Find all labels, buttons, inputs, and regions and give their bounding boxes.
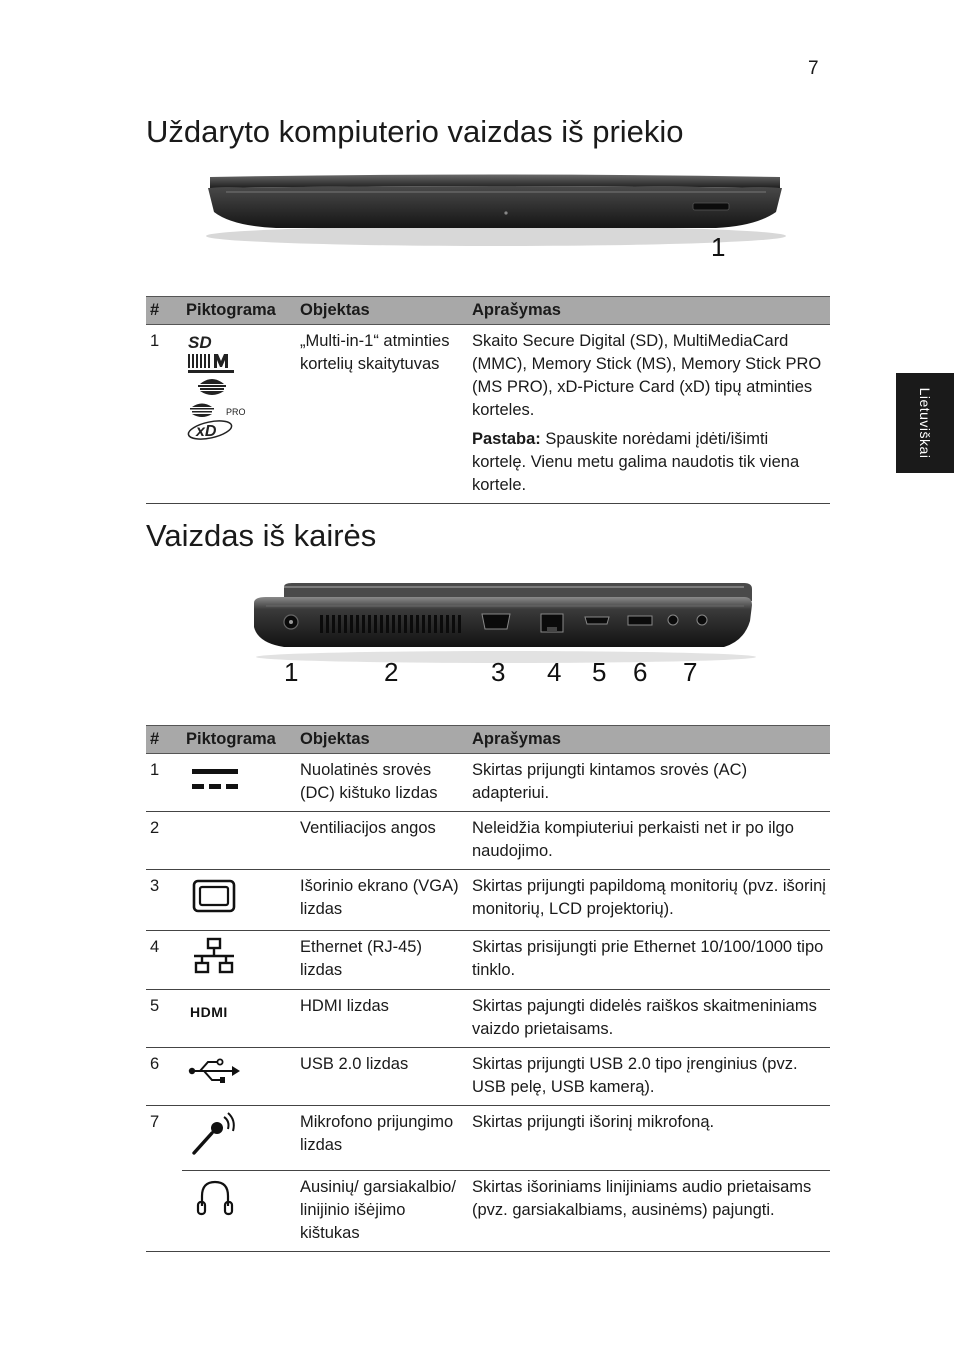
left-callout-6: 6: [633, 657, 648, 687]
row-icon-cell: [182, 812, 296, 870]
row-object: HDMI lizdas: [296, 990, 468, 1048]
row-num: 1: [146, 325, 182, 504]
header-description: Aprašymas: [468, 726, 830, 754]
row-description: Skaito Secure Digital (SD), MultiMediaCard (MMC), Memory Stick (MS), Memory Stick PRO (MS PRO), xD-Picture Card (xD) tipų atminties korteles.: [472, 332, 822, 419]
section-title-front: Uždaryto kompiuterio vaizdas iš priekio: [146, 114, 684, 149]
table-header-row: [146, 726, 830, 754]
ethernet-icon: [186, 936, 244, 976]
row-description: Skirtas prijungti išorinį mikrofoną.: [468, 1106, 830, 1171]
memory-card-logos-icon: [186, 330, 258, 440]
row-description: Neleidžia kompiuteriui perkaisti net ir po ilgo naudojimo.: [468, 812, 830, 870]
language-tab: [896, 373, 954, 473]
row-num: [146, 1171, 182, 1252]
table-row: [146, 812, 830, 870]
header-object: Objektas: [296, 297, 468, 325]
note-label: Pastaba:: [472, 430, 541, 448]
row-icon-cell: [182, 870, 296, 931]
row-description-cell: [468, 325, 830, 504]
table-row: [146, 325, 830, 504]
header-num: #: [146, 726, 182, 754]
svg-text:SD: SD: [188, 333, 212, 352]
row-object: USB 2.0 lizdas: [296, 1048, 468, 1106]
row-num: 4: [146, 931, 182, 990]
header-num: #: [146, 297, 182, 325]
header-icon: Piktograma: [182, 297, 296, 325]
row-object: Išorinio ekrano (VGA) lizdas: [296, 870, 468, 931]
row-object: Ethernet (RJ-45) lizdas: [296, 931, 468, 990]
row-num: 3: [146, 870, 182, 931]
table-row: [146, 990, 830, 1048]
left-callout-3: 3: [491, 657, 506, 687]
row-icon-cell: [182, 990, 296, 1048]
hdmi-icon: [186, 995, 248, 1025]
row-icon-cell: [182, 1106, 296, 1171]
header-object: Objektas: [296, 726, 468, 754]
row-icon-cell: [182, 325, 296, 504]
page-number: 7: [808, 58, 819, 79]
row-note: [472, 428, 826, 497]
left-callout-1: 1: [284, 657, 299, 687]
left-callout-2: 2: [384, 657, 399, 687]
note-text: Spauskite norėdami įdėti/išimti kortelę. Vienu metu galima naudotis tik viena kortele.: [472, 430, 800, 494]
language-tab-label: Lietuviškai: [917, 387, 933, 459]
row-num: 2: [146, 812, 182, 870]
row-icon-cell: [182, 754, 296, 812]
row-num: 7: [150, 1113, 160, 1131]
row-object: Ausinių/ garsiakalbio/ linijinio išėjimo kištukas: [296, 1171, 468, 1252]
front-view-table: [146, 296, 830, 504]
left-callout-7: 7: [683, 657, 698, 687]
row-description: Skirtas prisijungti prie Ethernet 10/100/1000 tipo tinklo.: [468, 931, 830, 990]
left-view-table: [146, 725, 830, 1252]
left-callout-4: 4: [547, 657, 562, 687]
row-object: Ventiliacijos angos: [296, 812, 468, 870]
table-row: [146, 931, 830, 990]
row-icon-cell: [182, 1048, 296, 1106]
row-description: Skirtas prijungti USB 2.0 tipo įrenginius (pvz. USB pelę, USB kamerą).: [468, 1048, 830, 1106]
row-num: 6: [146, 1048, 182, 1106]
row-description: Skirtas prijungti papildomą monitorių (pvz. išorinį monitorių, LCD projektorių).: [468, 870, 830, 931]
table-row: [146, 1048, 830, 1106]
table-row: [146, 1171, 830, 1252]
hdmi-icon-label: HDMI: [190, 1004, 228, 1020]
row-object: „Multi-in-1“ atminties kortelių skaitytuvas: [296, 325, 468, 504]
usb-icon: [186, 1053, 244, 1089]
left-callout-5: 5: [592, 657, 607, 687]
dc-power-icon: [186, 759, 244, 793]
row-object: Mikrofono prijungimo lizdas: [296, 1106, 468, 1171]
headphones-icon: [186, 1176, 244, 1220]
row-num: 1: [146, 754, 182, 812]
header-icon: Piktograma: [182, 726, 296, 754]
table-header-row: [146, 297, 830, 325]
table-row: [146, 1106, 830, 1171]
row-description: Skirtas prijungti kintamos srovės (AC) adapteriui.: [468, 754, 830, 812]
table-row: [146, 754, 830, 812]
svg-text:xD: xD: [196, 423, 217, 440]
row-description: Skirtas pajungti didelės raiškos skaitmeniniams vaizdo prietaisams.: [468, 990, 830, 1048]
vga-icon: [186, 875, 244, 917]
microphone-icon: [186, 1111, 244, 1157]
section-title-left: Vaizdas iš kairės: [146, 518, 377, 553]
table-row: [146, 870, 830, 931]
front-callout-1: 1: [711, 232, 726, 262]
row-icon-cell: [182, 931, 296, 990]
laptop-front-view-image: [196, 170, 796, 270]
row-icon-cell: [182, 1171, 296, 1252]
row-description: Skirtas išoriniams linijiniams audio prietaisams (pvz. garsiakalbiams, ausinėms) pajungti.: [468, 1171, 830, 1252]
pro-label: PRO: [226, 407, 246, 417]
header-description: Aprašymas: [468, 297, 830, 325]
row-num: 5: [146, 990, 182, 1048]
row-object: Nuolatinės srovės (DC) kištuko lizdas: [296, 754, 468, 812]
